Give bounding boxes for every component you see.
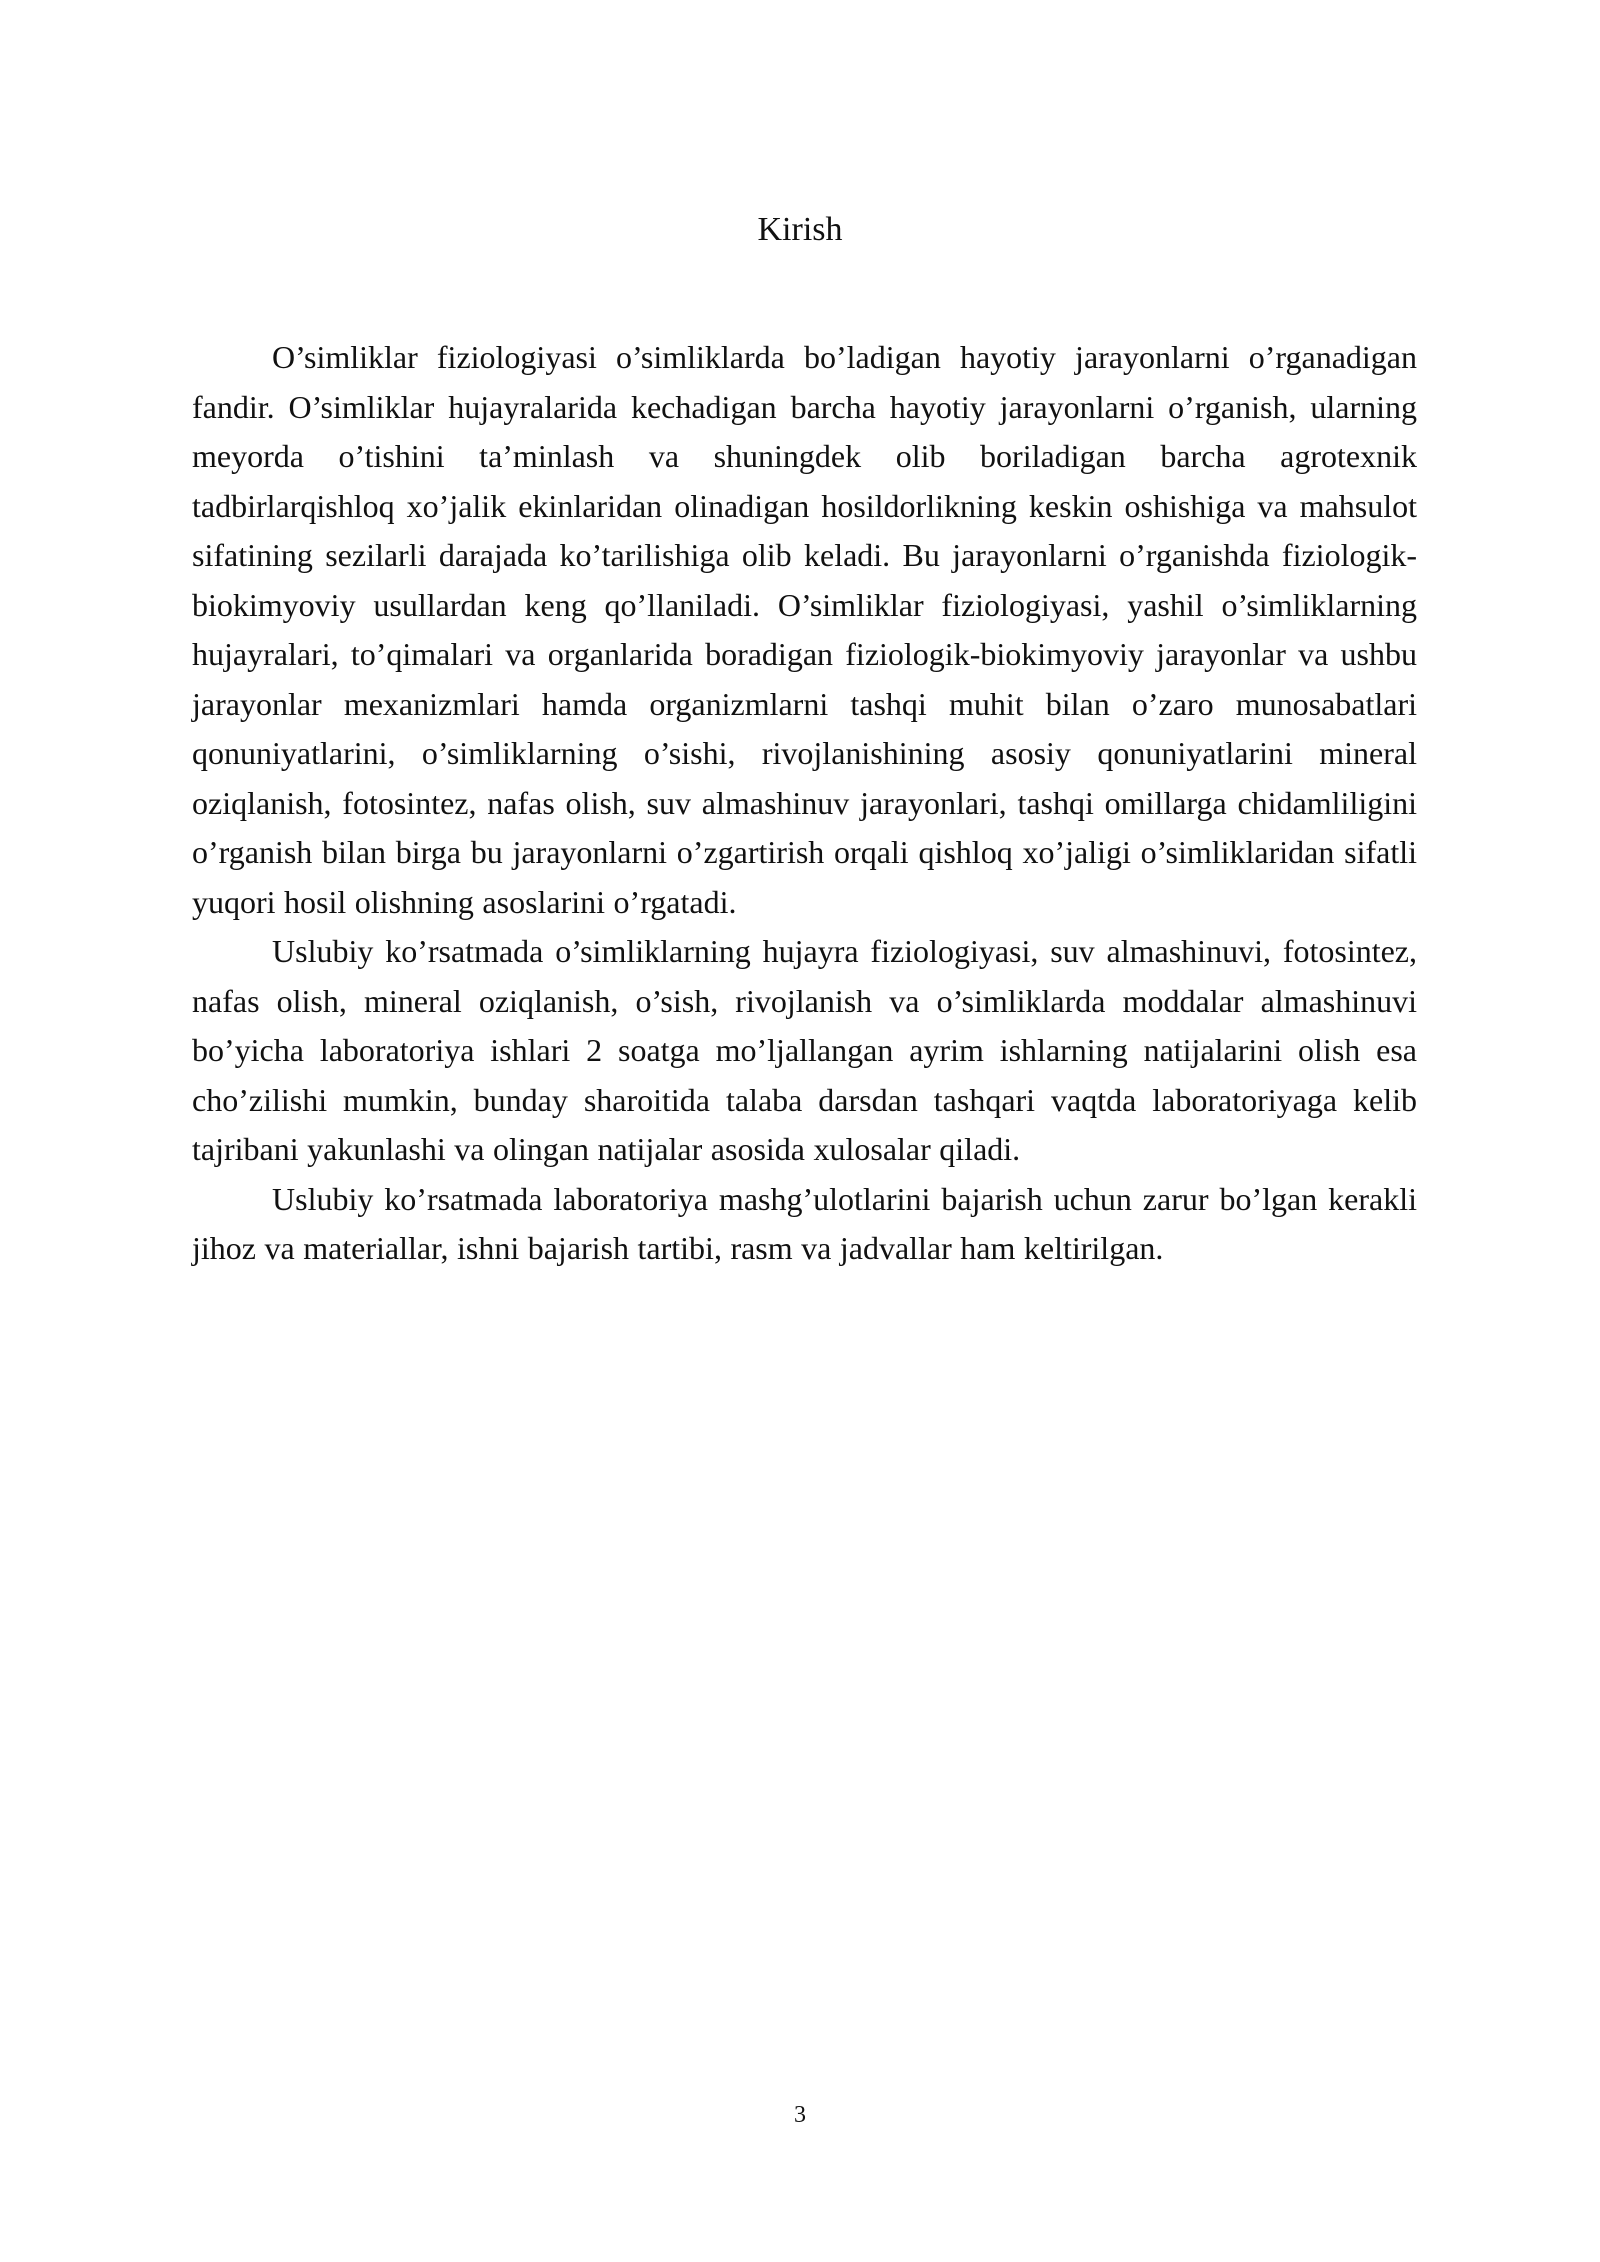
page-number: 3 — [794, 2102, 806, 2128]
page-title: Kirish — [757, 211, 843, 248]
paragraph-1: O’simliklar fiziologiyasi o’simliklarda bo’ladigan hayotiy jarayonlarni o’rganadigan fandir. O’simliklar hujayralarida kechadigan barcha hayotiy jarayonlarni o’rganish, ularning meyorda o’tishini ta’minlash va shuningdek olib boriladigan barcha agrotexnik tadbirlarqishloq xo’jalik ekinlaridan olinadigan hosildorlikning keskin oshishiga va mahsulot sifatining sezilarli darajada ko’tarilishiga olib keladi. Bu jarayonlarni o’rganishda fiziologik-biokimyoviy usullardan keng qo’llaniladi. O’simliklar fiziologiyasi, yashil o’simliklarning hujayralari, to’qimalari va organlarida boradigan fiziologik-biokimyoviy jarayonlar va ushbu jarayonlar mexanizmlari hamda organizmlarni tashqi muhit bilan o’zaro munosabatlari qonuniyatlarini, o’simliklarning o’sishi, rivojlanishining asosiy qonuniyatlarini mineral oziqlanish, fotosintez, nafas olish, suv almashinuv jarayonlari, tashqi omillarga chidamliligini o’rganish bilan birga bu jarayonlarni o’zgartirish orqali qishloq xo’jaligi o’simliklaridan sifatli yuqori hosil olishning asoslarini o’rgatadi. — [192, 339, 1417, 920]
body-text — [192, 333, 1417, 1274]
paragraph-2: Uslubiy ko’rsatmada o’simliklarning hujayra fiziologiyasi, suv almashinuvi, fotosintez, nafas olish, mineral oziqlanish, o’sish, rivojlanish va o’simliklarda moddalar almashinuvi bo’yicha laboratoriya ishlari 2 soatga mo’ljallangan ayrim ishlarning natijalarini olish esa cho’zilishi mumkin, bunday sharoitida talaba darsdan tashqari vaqtda laboratoriyaga kelib tajribani yakunlashi va olingan natijalar asosida xulosalar qiladi. — [192, 933, 1417, 1167]
paragraph-3: Uslubiy ko’rsatmada laboratoriya mashg’ulotlarini bajarish uchun zarur bo’lgan kerakli jihoz va materiallar, ishni bajarish tartibi, rasm va jadvallar ham keltirilgan. — [192, 1180, 1417, 1266]
